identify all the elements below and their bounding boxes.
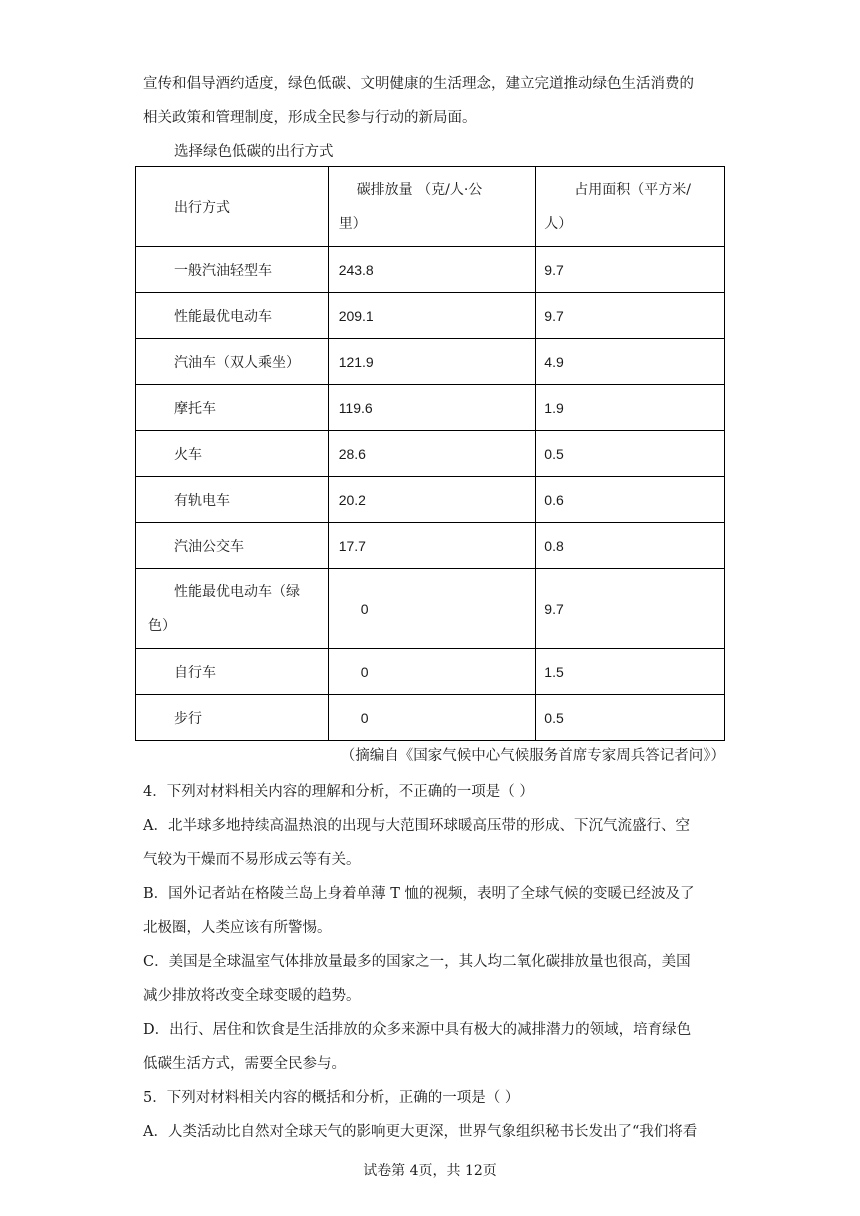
q4-option-a-line2: 气较为干燥而不易形成云等有关。 (143, 852, 361, 868)
cell-area: 0.5 (536, 695, 725, 741)
table-row (136, 649, 725, 695)
cell-area: 0.6 (536, 477, 725, 523)
intro-line-2: 相关政策和管理制度，形成全民参与行动的新局面。 (143, 110, 477, 126)
table-caption: 选择绿色低碳的出行方式 (174, 144, 334, 160)
table-row (136, 431, 725, 477)
cell-mode: 性能最优电动车（绿 色） (136, 569, 329, 649)
header-emission: 碳排放量 （克/人·公 里） (328, 167, 536, 247)
cell-area: 9.7 (536, 569, 725, 649)
q4-stem: 4．下列对材料相关内容的理解和分析，不正确的一项是（ ） (143, 784, 534, 800)
q5-stem: 5．下列对材料相关内容的概括和分析，正确的一项是（ ） (143, 1090, 520, 1106)
cell-mode: 性能最优电动车 (136, 293, 329, 339)
q4-option-d-line2: 低碳生活方式，需要全民参与。 (143, 1056, 346, 1072)
cell-emission: 0 (328, 695, 536, 741)
cell-mode: 火车 (136, 431, 329, 477)
q5-option-a-line1: A．人类活动比自然对全球天气的影响更大更深，世界气象组织秘书长发出了“我们将看 (143, 1124, 698, 1140)
q4-option-d-line1: D．出行、居住和饮食是生活排放的众多来源中具有极大的减排潜力的领域，培育绿色 (143, 1022, 692, 1038)
table-row (136, 477, 725, 523)
cell-area: 1.9 (536, 385, 725, 431)
header-area: 占用面积（平方米/ 人） (536, 167, 725, 247)
cell-mode: 有轨电车 (136, 477, 329, 523)
page-footer: 试卷第 4页，共 12页 (363, 1163, 497, 1179)
cell-mode: 一般汽油轻型车 (136, 247, 329, 293)
cell-mode: 自行车 (136, 649, 329, 695)
cell-mode: 步行 (136, 695, 329, 741)
cell-emission: 121.9 (328, 339, 536, 385)
travel-mode-table (135, 166, 725, 741)
cell-area: 1.5 (536, 649, 725, 695)
cell-emission: 209.1 (328, 293, 536, 339)
q4-option-a-line1: A．北半球多地持续高温热浪的出现与大范围环球暖高压带的形成、下沉气流盛行、空 (143, 818, 690, 834)
q4-option-c-line2: 减少排放将改变全球变暖的趋势。 (143, 988, 361, 1004)
table-row (136, 247, 725, 293)
cell-area: 9.7 (536, 293, 725, 339)
q4-option-b-line2: 北极圈，人类应该有所警惕。 (143, 920, 332, 936)
cell-mode: 摩托车 (136, 385, 329, 431)
table-row (136, 695, 725, 741)
table-row (136, 339, 725, 385)
cell-emission: 17.7 (328, 523, 536, 569)
cell-area: 0.5 (536, 431, 725, 477)
cell-area: 4.9 (536, 339, 725, 385)
cell-mode: 汽油公交车 (136, 523, 329, 569)
header-mode: 出行方式 (136, 167, 329, 247)
cell-mode: 汽油车（双人乘坐） (136, 339, 329, 385)
table-row (136, 523, 725, 569)
table-row (136, 293, 725, 339)
q4-option-b-line1: B．国外记者站在格陵兰岛上身着单薄 T 恤的视频，表明了全球气候的变暖已经波及了 (143, 886, 695, 902)
cell-emission: 0 (328, 649, 536, 695)
intro-line-1: 宣传和倡导酒约适度，绿色低碳、文明健康的生活理念，建立完道推动绿色生活消费的 (143, 76, 694, 92)
cell-emission: 20.2 (328, 477, 536, 523)
cell-emission: 119.6 (328, 385, 536, 431)
table-row (136, 569, 725, 649)
table-row (136, 385, 725, 431)
cell-emission: 0 (328, 569, 536, 649)
cell-area: 9.7 (536, 247, 725, 293)
cell-area: 0.8 (536, 523, 725, 569)
cell-emission: 243.8 (328, 247, 536, 293)
cell-emission: 28.6 (328, 431, 536, 477)
table-source: （摘编自《国家气候中心气候服务首席专家周兵答记者问》） (340, 748, 725, 764)
q4-option-c-line1: C．美国是全球温室气体排放量最多的国家之一，其人均二氧化碳排放量也很高，美国 (143, 954, 691, 970)
table-header-row (136, 167, 725, 247)
